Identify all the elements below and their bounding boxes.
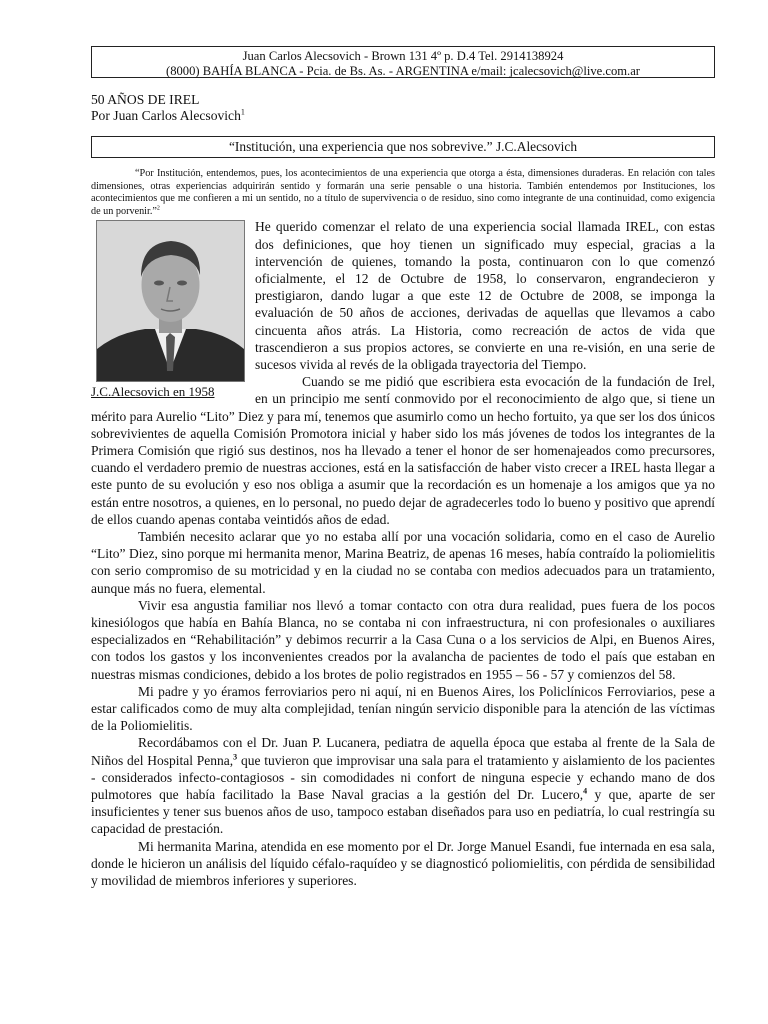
footnote-marker-4: 4 (583, 786, 588, 796)
paragraph-6-part-c: y que, aparte de ser insuficientes y tener sus buenos años de uso, tampoco estaban diseñados para uso en pediatría, lo cual restringía su capacidad de prestación. (91, 787, 716, 837)
letterhead-line-2: (8000) BAHÍA BLANCA - Pcia. de Bs. As. - ARGENTINA e/mail: jcalecsovich@live.com.ar (166, 64, 640, 78)
document-title: 50 AÑOS DE IREL (91, 92, 200, 107)
portrait-photo (96, 220, 245, 382)
epigraph (91, 168, 715, 218)
letterhead-box (91, 46, 715, 78)
footnote-marker-3: 3 (233, 752, 238, 762)
portrait-figure (91, 220, 251, 400)
article-body (91, 218, 715, 889)
paragraph-6-part-a: Recordábamos con el Dr. Juan P. Lucanera, pediatra de aquella época que estaba al frente de la Sala de Niños del Hospital Penna, (91, 735, 715, 768)
portrait-image (97, 221, 244, 381)
motto-box (91, 136, 715, 158)
paragraph-3: También necesito aclarar que yo no estaba allí por una vocación solidaria, como en el caso de Aurelio “Lito” Diez, sino porque mi hermanita menor, Marina Beatriz, de apenas 16 meses, había contraído la poliomielitis con serio compromiso de su motricidad y en la ciudad no se contaba con medios adecuados para un tratamiento, aunque más no fuera, elemental. (91, 529, 715, 596)
author-name: Por Juan Carlos Alecsovich (91, 108, 241, 123)
paragraph-5: Mi padre y yo éramos ferroviarios pero ni aquí, ni en Buenos Aires, los Policlínicos Ferroviarios, pese a estar calificados como de muy alta complejidad, tenían ningún servicio disponible para la atención de las víctimas de la Poliomielitis. (91, 683, 715, 734)
author-footnote-marker: 1 (240, 107, 245, 117)
document-page (91, 46, 715, 889)
paragraph-6 (91, 734, 715, 837)
epigraph-text: “Por Institución, entendemos, pues, los acontecimientos de una experiencia que otorga a ésta, dimensiones duraderas. En relación con tales dimensiones, otras experiencias adquirirán sentido y formarán una serie pensable o una historia. También entendemos por Instituciones, los acontecimientos que me confieren a mi un sentido, no a título de supervivencia o de residuo, sino como integrante de una continuidad, como exigencia de un porvenir.” (91, 168, 715, 217)
paragraph-4: Vivir esa angustia familiar nos llevó a tomar contacto con otra dura realidad, pues fuera de los pocos kinesiólogos que había en Bahía Blanca, no se contaba ni con infraestructura, ni con profesionales o auxiliares especializados en “Rehabilitación” y debimos recurrir a la Casa Cuna o a los servicios de Alpi, en Buenos Aires, con todos los gastos y los inconvenientes creados por la avalancha de pacientes de todo el país que estaban en nuestras mismas condiciones, debido a los brotes de polio registrados en 1955 – 56 - 57 y comienzos del 58. (91, 597, 715, 682)
author-line (91, 108, 715, 124)
paragraph-7: Mi hermanita Marina, atendida en ese momento por el Dr. Jorge Manuel Esandi, fue internada en esa sala, donde le hicieron un análisis del líquido céfalo-raquídeo y se diagnosticó poliomielitis, con pérdida de sensibilidad y movilidad de miembros inferiores y superiores. (91, 838, 715, 889)
paragraph-1: He querido comenzar el relato de una experiencia social llamada IREL, con estas dos definiciones, que hoy tienen un significado muy especial, gracias a la intervención de quienes, tomando la posta, continuaron con lo que comenzó oficialmente, el 12 de Octubre de 1958, lo conservaron, engrandecieron y prestigiaron, dando lugar a que este 12 de Octubre de 2008, se imponga la evaluación de 50 años de acciones, derivadas de aquellas que llevamos a cabo cincuenta años atrás. La Historia, como recreación de actos de vida que trascendieron a sus propios actores, se convierte en una re-visión, en una serie de sucesos vivida al revés de la obligada trayectoria del Tiempo. (255, 219, 715, 372)
epigraph-footnote-marker: 2 (156, 205, 160, 212)
paragraph-2: Cuando se me pidió que escribiera esta evocación de la fundación de Irel, en un principio me sentí conmovido por el reconocimiento de algo que, si tiene un mérito para Aurelio “Lito” Diez y para mí, tenemos que asumirlo como un hecho fortuito, ya que ser los dos únicos sobrevivientes de aquella Comisión Promotora inicial y haber sido los más jóvenes de todos los integrantes de la Primera Comisión que rigió sus destinos, nos ha llevado a tener el honor de ser homenajeados como precursores, cuando el verdadero premio de nuestras acciones, está en la satisfacción de haber visto crecer a IREL hasta llegar a este punto de su evolución y eso nos obliga a asumir que la recordación es un homenaje a los amigos que ya no están entre nosotros, a quienes, en lo personal, no puedo dejar de agradecerles todo lo bueno y positivo que aprendí de ellos cuando apenas contaba veintidós años de edad. (91, 374, 715, 527)
motto-text: “Institución, una experiencia que nos sobrevive.” J.C.Alecsovich (228, 139, 578, 154)
paragraph-6-part-b: que tuvieron que improvisar una sala para el tratamiento y aislamiento de los pacientes - considerados infecto-contagiosos - sin comodidades ni confort de ninguna especie y echando mano de dos pulmotores que había facilitado la Base Naval gracias a la gestión del Dr. Lucero, (91, 752, 715, 803)
portrait-caption: J.C.Alecsovich en 1958 (91, 384, 215, 400)
letterhead-line-1: Juan Carlos Alecsovich - Brown 131 4º p. D.4 Tel. 2914138924 (242, 49, 564, 63)
